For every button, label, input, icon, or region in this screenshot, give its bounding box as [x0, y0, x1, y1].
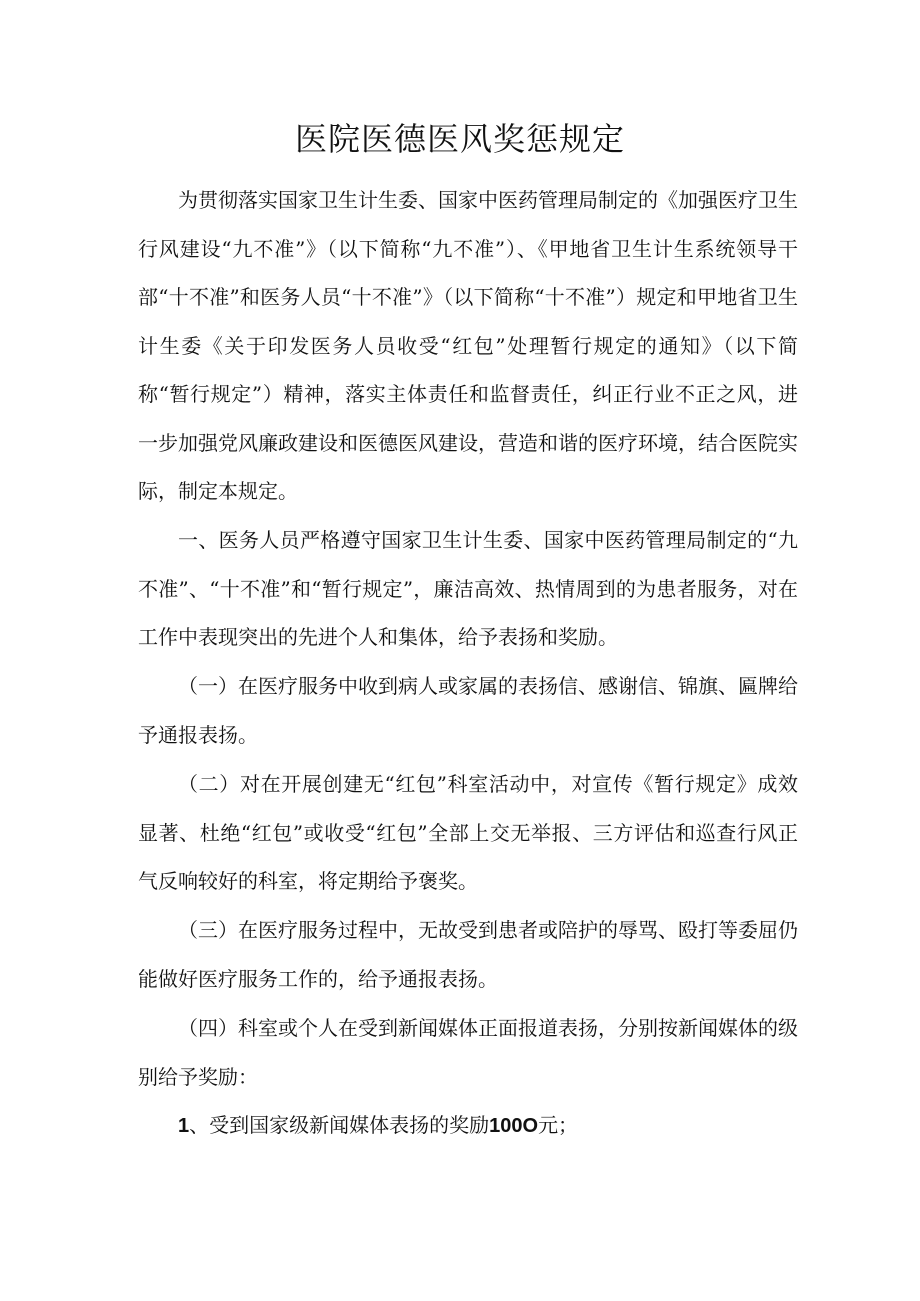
intro-paragraph: 为贯彻落实国家卫生计生委、国家中医药管理局制定的《加强医疗卫生行风建设“九不准”》（以下简称“九不准”）、《甲地省卫生计生系统领导干部“十不准”和医务人员“十不准”》（以下简称“十不准”）规定和甲地省卫生计生委《关于印发医务人员收受“红包”处理暂行规定的通知》（以下简称“暂行规定”）精神，落实主体责任和监督责任，纠正行业不正之风，进一步加强党风廉政建设和医德医风建设，营造和谐的医疗环境，结合医院实际，制定本规定。 [138, 188, 798, 503]
sub-item-two: （二）对在开展创建无“红包”科室活动中，对宣传《暂行规定》成效显著、杜绝“红包”或收受“红包”全部上交无举报、三方评估和巡查行风正气反响较好的科室，将定期给予褒奖。 [138, 772, 798, 893]
reward-amount: 100O [489, 1115, 539, 1137]
reward-item-number: 1 [178, 1115, 190, 1137]
sub-item-four: （四）科室或个人在受到新闻媒体正面报道表扬，分别按新闻媒体的级别给予奖励： [138, 1016, 798, 1089]
reward-item-separator: 、 [189, 1113, 210, 1137]
reward-item-one [178, 1101, 578, 1151]
reward-item-text: 受到国家级新闻媒体表扬的奖励 [209, 1113, 490, 1137]
document-title: 医院医德医风奖惩规定 [294, 120, 625, 158]
section-one-paragraph: 一、医务人员严格遵守国家卫生计生委、国家中医药管理局制定的“九不准”、“十不准”和“暂行规定”，廉洁高效、热情周到的为患者服务，对在工作中表现突出的先进个人和集体，给予表扬和奖励。 [138, 528, 798, 649]
reward-unit: 元； [538, 1113, 579, 1137]
sub-item-one: （一）在医疗服务中收到病人或家属的表扬信、感谢信、锦旗、匾牌给予通报表扬。 [138, 674, 798, 747]
sub-item-three: （三）在医疗服务过程中，无故受到患者或陪护的辱骂、殴打等委屈仍能做好医疗服务工作的，给予通报表扬。 [138, 918, 798, 991]
